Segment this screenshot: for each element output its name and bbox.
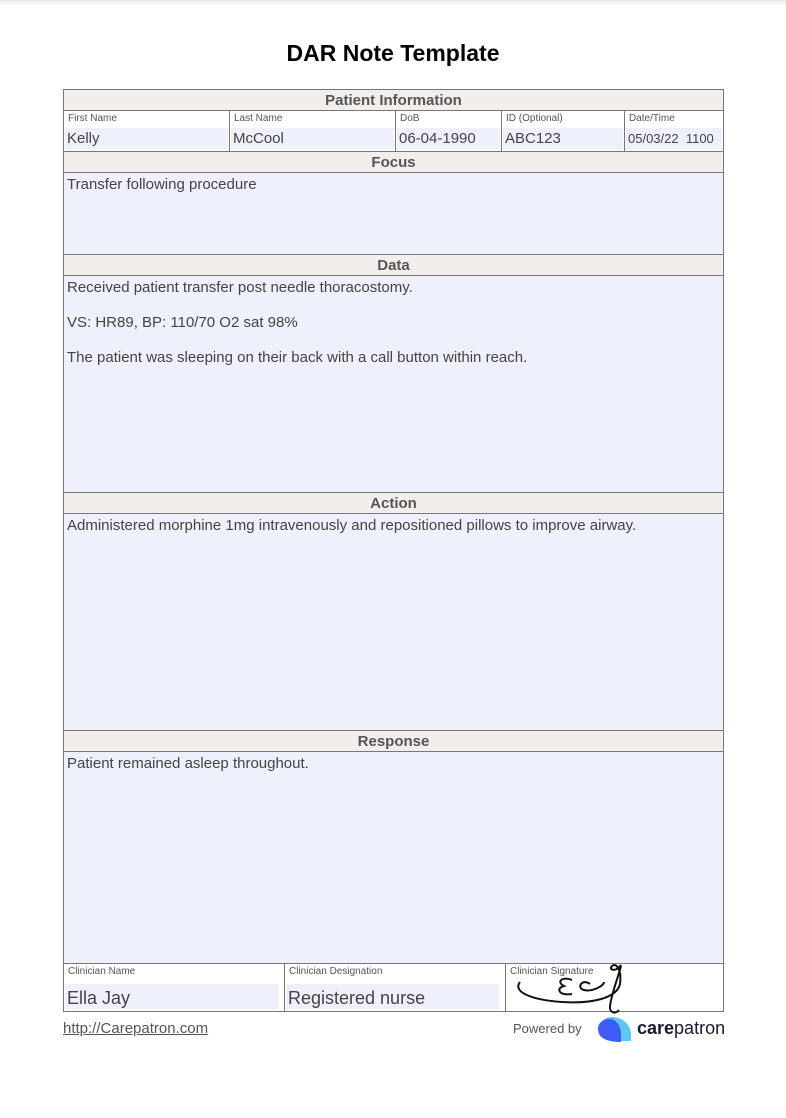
clinician-signature-label: Clinician Signature xyxy=(510,966,594,977)
data-header: Data xyxy=(64,255,723,276)
clinician-designation-label: Clinician Designation xyxy=(289,966,383,977)
datetime-cell xyxy=(625,111,723,151)
data-paragraph: Received patient transfer post needle thoracostomy. xyxy=(67,279,413,296)
dob-field[interactable]: 06-04-1990 xyxy=(397,128,500,150)
page-title: DAR Note Template xyxy=(286,40,500,66)
clinician-name-field[interactable]: Ella Jay xyxy=(65,984,278,1010)
focus-field[interactable] xyxy=(64,173,723,255)
patient-info-row xyxy=(64,111,723,152)
action-header: Action xyxy=(64,493,723,514)
id-field[interactable]: ABC123 xyxy=(503,128,623,150)
first-name-field[interactable]: Kelly xyxy=(65,128,228,150)
clinician-name-cell xyxy=(64,964,285,1011)
clinician-name-label: Clinician Name xyxy=(68,966,136,977)
first-name-label: First Name xyxy=(68,113,117,124)
carepatron-link[interactable]: http://Carepatron.com xyxy=(63,1020,209,1037)
response-header: Response xyxy=(64,731,723,752)
signature-image xyxy=(512,960,632,1020)
response-text: Patient remained asleep throughout. xyxy=(67,755,309,772)
focus-text: Transfer following procedure xyxy=(67,176,257,193)
last-name-field[interactable]: McCool xyxy=(231,128,394,150)
response-field[interactable] xyxy=(64,752,723,964)
id-cell xyxy=(502,111,625,151)
datetime-label: Date/Time xyxy=(629,113,675,124)
patient-info-header: Patient Information xyxy=(64,90,723,111)
clinician-designation-field[interactable]: Registered nurse xyxy=(286,984,499,1010)
data-paragraph: The patient was sleeping on their back with a call button within reach. xyxy=(67,349,528,366)
dob-cell xyxy=(396,111,502,151)
last-name-label: Last Name xyxy=(234,113,283,124)
powered-by-label: Powered by xyxy=(513,1021,582,1036)
last-name-cell xyxy=(230,111,396,151)
dar-note-form xyxy=(63,89,724,1012)
data-paragraph: VS: HR89, BP: 110/70 O2 sat 98% xyxy=(67,314,298,331)
page-top-shadow xyxy=(0,0,786,6)
first-name-cell xyxy=(64,111,230,151)
brand-bold: care xyxy=(637,1018,675,1038)
dob-label: DoB xyxy=(400,113,420,124)
id-label: ID (Optional) xyxy=(506,113,563,124)
focus-header: Focus xyxy=(64,152,723,173)
data-field[interactable] xyxy=(64,276,723,493)
action-text: Administered morphine 1mg intravenously and repositioned pillows to improve airway. xyxy=(67,517,637,534)
action-field[interactable] xyxy=(64,514,723,731)
brand-regular: patron xyxy=(674,1018,726,1038)
datetime-field[interactable]: 05/03/22 1100 xyxy=(626,128,722,150)
carepatron-logo-icon xyxy=(597,1015,637,1043)
clinician-designation-cell xyxy=(285,964,506,1011)
carepatron-brand xyxy=(637,1018,725,1039)
